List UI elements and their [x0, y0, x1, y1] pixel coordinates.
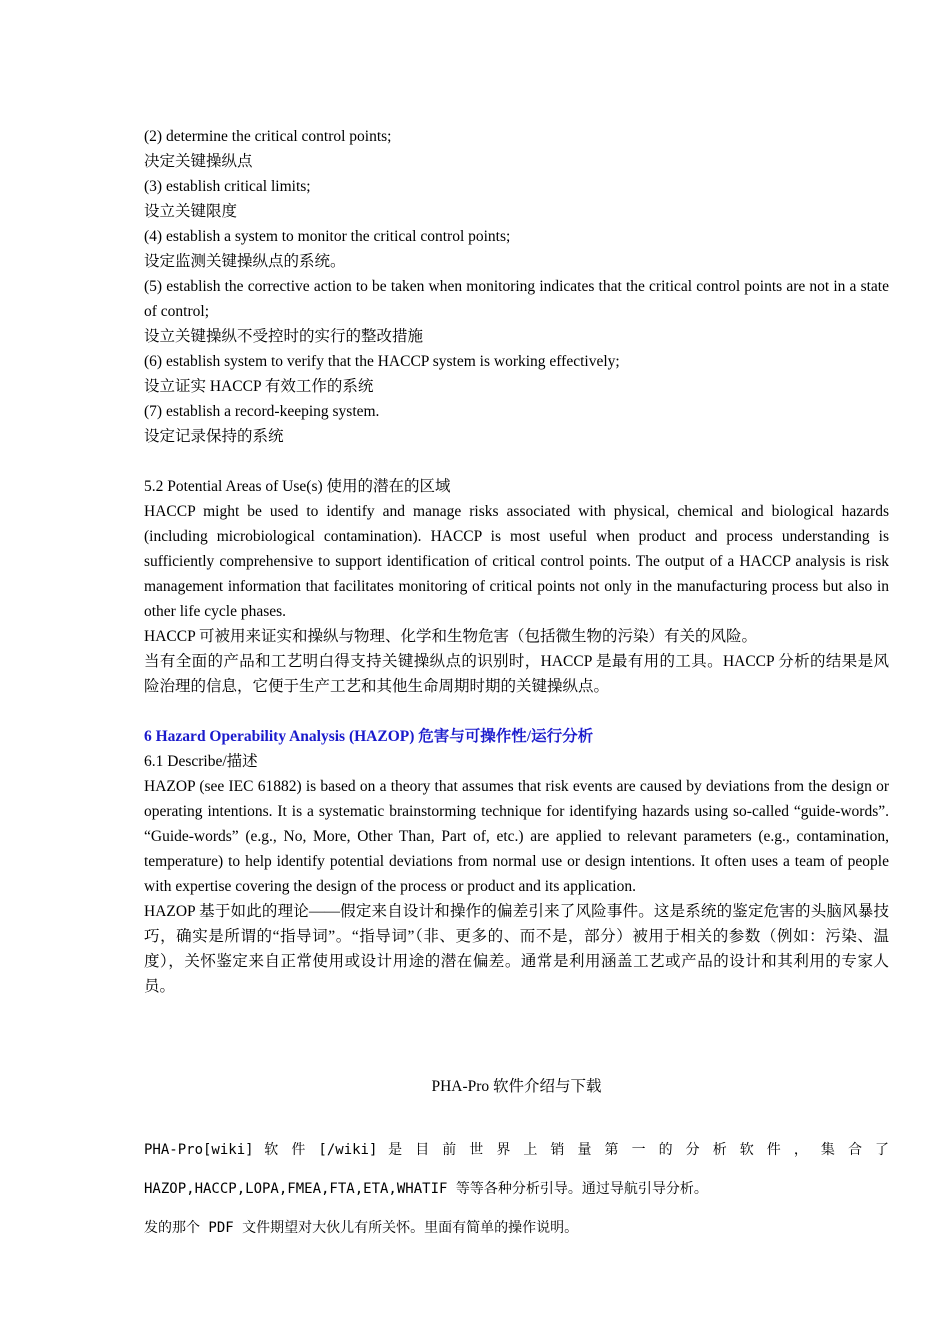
footer-title: PHA-Pro 软件介绍与下载 [431, 1078, 602, 1095]
blank-line [144, 999, 889, 1024]
step7-en: (7) establish a record-keeping system. [144, 403, 380, 420]
section-6-body-en: HAZOP (see IEC 61882) is based on a theory that assumes that risk events are caused by deviations from the design or operating intentions. It is a systematic brainstorming technique for identifying hazards using so-called “guide-words”. “Guide-words” (e.g., No, More, Other Than, Part of, etc.) are applied to relevant parameters (e.g., contamination, temperature) to help identify potential deviations from normal use or design intentions. It often uses a team of people with expertise covering the design of the process or product and its application. [144, 778, 889, 895]
blank-line [144, 1049, 889, 1074]
step6-cn: 设立证实 HACCP 有效工作的系统 [144, 378, 374, 395]
step2-en: (2) determine the critical control points; [144, 128, 392, 145]
step6-en: (6) establish system to verify that the HACCP system is working effectively; [144, 353, 620, 370]
footer-line-1: PHA-Pro[wiki] 软 件 [/wiki] 是 目 前 世 界 上 销 量 第 一 的 分 析 软 件 ， 集 合 了 [144, 1142, 889, 1158]
section-5-2-body-cn-1: HACCP 可被用来证实和操纵与物理、化学和生物危害（包括微生物的污染）有关的风险。 [144, 628, 757, 645]
step7-cn: 设定记录保持的系统 [144, 428, 284, 445]
document-page [144, 124, 889, 1255]
footer-line-3: 发的那个 PDF 文件期望对大伙儿有所关怀。里面有简单的操作说明。 [144, 1220, 579, 1236]
blank-line [144, 1099, 889, 1124]
footer-line-2: HAZOP,HACCP,LOPA,FMEA,FTA,ETA,WHATIF 等等各种分析引导。通过导航引导分析。 [144, 1181, 708, 1197]
step2-cn: 决定关键操纵点 [144, 153, 253, 170]
blank-line [144, 449, 889, 474]
section-6-body-cn: HAZOP 基于如此的理论——假定来自设计和操作的偏差引来了风险事件。这是系统的鉴定危害的头脑风暴技巧，确实是所谓的“指导词”。“指导词”（非、更多的、而不是，部分）被用于相关的参数（例如：污染、温度），关怀鉴定来自正常使用或设计用途的潜在偏差。通常是利用涵盖工艺或产品的设计和其利用的专家人员。 [144, 903, 889, 995]
step5-cn: 设立关键操纵不受控时的实行的整改措施 [144, 328, 424, 345]
blank-line [144, 1024, 889, 1049]
step3-en: (3) establish critical limits; [144, 178, 311, 195]
step5-en: (5) establish the corrective action to be taken when monitoring indicates that the critical control points are not in a state of control; [144, 278, 889, 320]
section-6-heading: 6 Hazard Operability Analysis (HAZOP) 危害与可操作性/运行分析 [144, 728, 594, 745]
section-5-2-body-en: HACCP might be used to identify and manage risks associated with physical, chemical and biological hazards (including microbiological contamination). HACCP is most useful when product and process understanding is sufficiently comprehensive to support identification of critical control points. The output of a HACCP analysis is risk management information that facilitates monitoring of critical points not only in the manufacturing process but also in other life cycle phases. [144, 503, 889, 620]
blank-line [144, 699, 889, 724]
section-6-1-subtitle: 6.1 Describe/描述 [144, 753, 258, 770]
section-5-2-body-cn-2: 当有全面的产品和工艺明白得支持关键操纵点的识别时，HACCP 是最有用的工具。HACCP 分析的结果是风险治理的信息，它便于生产工艺和其他生命周期时期的关键操纵点。 [144, 653, 889, 695]
step4-cn: 设定监测关键操纵点的系统。 [144, 253, 346, 270]
step4-en: (4) establish a system to monitor the critical control points; [144, 228, 511, 245]
section-5-2-title: 5.2 Potential Areas of Use(s) 使用的潜在的区域 [144, 478, 451, 495]
step3-cn: 设立关键限度 [144, 203, 238, 220]
